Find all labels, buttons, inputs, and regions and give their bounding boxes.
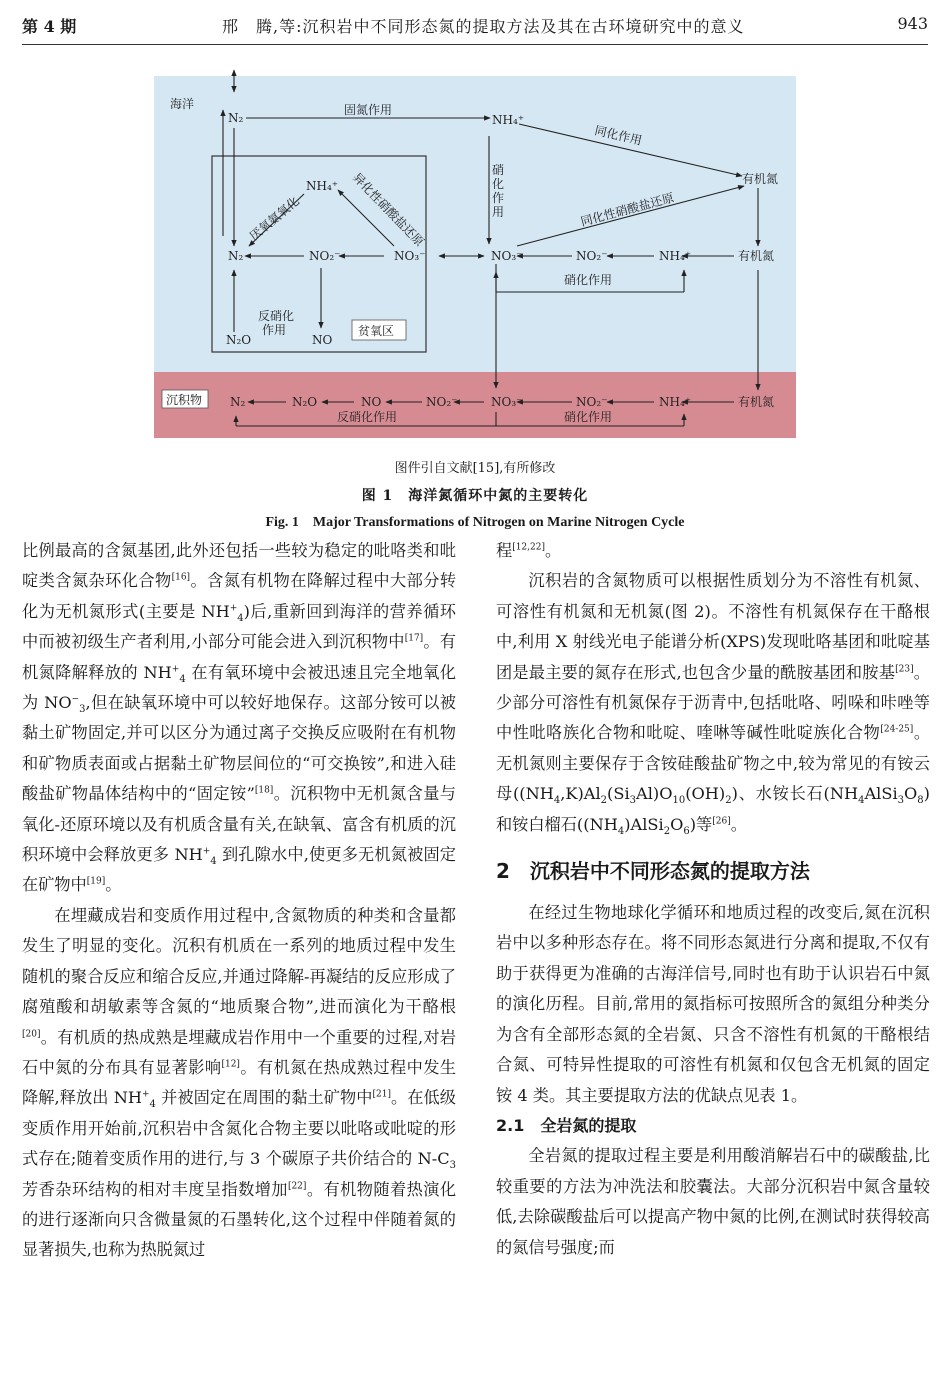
node-n2o-sed: N₂O bbox=[292, 395, 318, 409]
ocean-zone bbox=[154, 76, 796, 372]
svg-text:作: 作 bbox=[492, 191, 505, 205]
node-organic-n-3: 有机氮 bbox=[738, 395, 775, 409]
node-nh4-top: NH₄⁺ bbox=[492, 113, 525, 127]
running-header bbox=[22, 14, 928, 40]
process-nitrification-vertical bbox=[492, 162, 504, 219]
node-no-sed: NO bbox=[361, 395, 382, 409]
right-paragraph-1: 沉积岩的含氮物质可以根据性质划分为不溶性有机氮、可溶性有机氮和无机氮(图 2)。不溶性有机氮保存在干酪根中,利用 X 射线光电子能谱分析(XPS)发现吡咯基团和吡啶基团是最主要的氮存在形式,也包含少量的酰胺基团和胺基[23]。少部分可溶性有机氮保存于沥青中,包括吡咯、吲哚和咔唑等中性吡咯族化合物和吡啶、喹啉等碱性吡啶族化合物[24-25]。无机氮则主要保存于含铵硅酸盐矿物之中,较为常见的有铵云母$((NH_4,K)Al_2(Si_3Al)O_{10}(OH)_2)$、水铵长石$(NH_4AlSi_3O_8)$和铵白榴石$((NH_4)AlSi_2O_6)$等[26]。 bbox=[496, 571, 931, 837]
node-organic-n-1: 有机氮 bbox=[742, 172, 779, 186]
figure-caption-cn: 图 1 海洋氮循环中氮的主要转化 bbox=[361, 488, 589, 504]
left-column bbox=[22, 536, 456, 1266]
node-no3-ocean: NO₃⁻ bbox=[491, 249, 523, 263]
right-paragraph-0: 程[12,22]。 bbox=[496, 541, 562, 560]
issue-number: 第 4 期 bbox=[22, 17, 77, 36]
process-dnra: 异化性硝酸盐还原 bbox=[349, 170, 427, 250]
process-fixation: 固氮作用 bbox=[344, 103, 393, 117]
nitrogen-cycle-figure bbox=[154, 66, 796, 440]
process-denit-line1: 反硝化 bbox=[258, 309, 295, 323]
process-assim-nitrate: 同化性硝酸盐还原 bbox=[579, 190, 676, 229]
process-denit-line2: 作用 bbox=[262, 323, 287, 337]
running-title: 邢 腾,等:沉积岩中不同形态氮的提取方法及其在古环境研究中的意义 bbox=[222, 17, 745, 36]
node-no3-anoxic: NO₃⁻ bbox=[394, 249, 426, 263]
section-2-1-heading: 2.1 全岩氮的提取 bbox=[496, 1115, 637, 1135]
sediment-zone bbox=[154, 372, 796, 438]
left-paragraph-2: 在埋藏成岩和变质作用过程中,含氮物质的种类和含量都发生了明显的变化。沉积有机质在一系列的地质过程中发生随机的聚合反应和缩合反应,并通过降解-再凝结的反应形成了腐殖酸和胡敏素等含氮的“地质聚合物”,进而演化为干酪根[20]。有机质的热成熟是埋藏成岩作用中一个重要的过程,对岩石中氮的分布具有显著影响[12]。有机氮在热成熟过程中发生降解,释放出 $NH^+_4$ 并被固定在周围的黏土矿物中[21]。在低级变质作用开始前,沉积岩中含氮化合物主要以吡咯或吡啶的形式存在;随着变质作用的进行,与 3 个碳原子共价结合的 $N-C_3$ 芳香杂环结构的相对丰度呈指数增加[22]。有机物随着热演化的进行逐渐向只含微量氮的石墨转化,这个过程中伴随着氮的显著损失,也称为热脱氮过 bbox=[22, 905, 457, 1260]
node-organic-n-2: 有机氮 bbox=[738, 249, 775, 263]
node-n2-mid: N₂ bbox=[228, 249, 244, 263]
left-paragraph-1: 比例最高的含氮基团,此外还包括一些较为稳定的吡咯类和吡啶类含氮杂环化合物[16]。含氮有机物在降解过程中大部分转化为无机氮形式(主要是 $NH^+_4$)后,重新回到海洋的营养循环中而被初级生产者利用,小部分可能会进入到沉积物中[17]。有机氮降解释放的 $NH^+_4$ 在有氧环境中会被迅速且完全地氧化为 $NO^-_3$,但在缺氧环境中可以较好地保存。这部分铵可以被黏土矿物固定,并可以区分为通过离子交换反应吸附在有机物和矿物质表面或占据黏土矿物层间位的“可交换铵”,和进入硅酸盐矿物晶体结构中的“固定铵”[18]。沉积物中无机氮含量与氧化-还原环境以及有机质含量有关,在缺氧、富含有机质的沉积环境中会释放更多 $NH^+_4$ 到孔隙水中,使更多无机氮被固定在矿物中[19]。 bbox=[22, 541, 457, 895]
page-number: 943 bbox=[897, 14, 928, 33]
node-n2-top: N₂ bbox=[228, 111, 244, 125]
node-nh4-ocean: NH₄⁺ bbox=[659, 249, 692, 263]
anoxic-label: 贫氧区 bbox=[358, 324, 395, 338]
right-column bbox=[496, 536, 930, 1263]
node-no2-sed-1: NO₂⁻ bbox=[426, 395, 458, 409]
node-no2-ocean: NO₂⁻ bbox=[576, 249, 608, 263]
node-no2-sed-2: NO₂⁻ bbox=[576, 395, 608, 409]
svg-text:化: 化 bbox=[492, 177, 505, 191]
section-2-heading: 2 沉积岩中不同形态氮的提取方法 bbox=[496, 859, 810, 884]
right-paragraph-2: 在经过生物地球化学循环和地质过程的改变后,氮在沉积岩中以多种形态存在。将不同形态氮进行分离和提取,不仅有助于获得更为准确的古海洋信号,同时也有助于认识岩石中氮的演化历程。目前,常用的氮指标可按照所含的氮组分种类分为含有全部形态氮的全岩氮、只含不溶性有机氮的干酪根结合氮、可特异性提取的可溶性有机氮和仅包含无机氮的固定铵 4 类。其主要提取方法的优缺点见表 1。 bbox=[496, 903, 930, 1105]
node-n2o-anoxic: N₂O bbox=[226, 333, 252, 347]
header-rule bbox=[22, 44, 928, 45]
svg-text:用: 用 bbox=[492, 205, 505, 219]
right-paragraph-3: 全岩氮的提取过程主要是利用酸消解岩石中的碳酸盐,比较重要的方法为冲洗法和胶囊法。大部分沉积岩中氮含量较低,去除碳酸盐后可以提高产物中氮的比例,在测试时获得较高的氮信号强度;而 bbox=[496, 1146, 930, 1257]
node-nh4-anoxic: NH₄⁺ bbox=[306, 179, 339, 193]
process-anammox: 厌氧氨氧化 bbox=[246, 193, 302, 244]
process-nitrification-sed: 硝化作用 bbox=[564, 410, 613, 424]
node-nh4-sed: NH₄⁺ bbox=[659, 395, 692, 409]
svg-text:硝: 硝 bbox=[492, 163, 505, 177]
process-nitrification-ocean: 硝化作用 bbox=[564, 273, 613, 287]
figure-source-note: 图件引自文献[15],有所修改 bbox=[394, 461, 556, 476]
process-assimilation: 同化作用 bbox=[593, 123, 644, 148]
node-no-anoxic: NO bbox=[312, 333, 333, 347]
ocean-label: 海洋 bbox=[170, 97, 195, 111]
process-denit-sed: 反硝化作用 bbox=[337, 410, 398, 424]
figure-caption-en: Fig. 1 Major Transformations of Nitrogen on Marine Nitrogen Cycle bbox=[265, 515, 685, 530]
node-no3-sed: NO₃⁻ bbox=[491, 395, 523, 409]
sediment-label: 沉积物 bbox=[166, 393, 203, 407]
node-no2-anoxic: NO₂⁻ bbox=[309, 249, 341, 263]
node-n2-sed: N₂ bbox=[230, 395, 246, 409]
